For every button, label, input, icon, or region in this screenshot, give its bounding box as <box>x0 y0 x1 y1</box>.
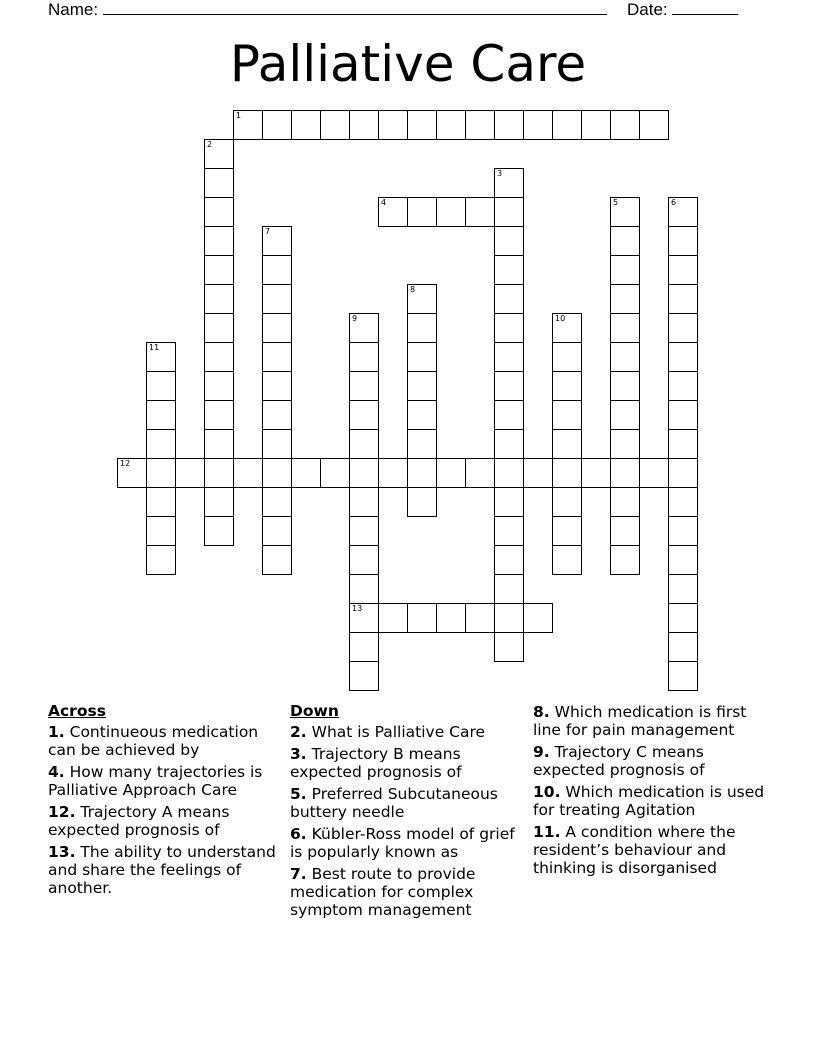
grid-cell[interactable] <box>378 110 408 140</box>
grid-cell[interactable] <box>146 458 176 488</box>
grid-cell[interactable] <box>610 255 640 285</box>
grid-cell[interactable] <box>407 342 437 372</box>
grid-cell[interactable] <box>552 342 582 372</box>
grid-cell[interactable] <box>407 400 437 430</box>
grid-cell[interactable] <box>407 313 437 343</box>
grid-cell[interactable] <box>668 226 698 256</box>
grid-cell[interactable] <box>349 603 379 633</box>
grid-cell[interactable] <box>262 400 292 430</box>
grid-cell[interactable] <box>262 458 292 488</box>
grid-cell[interactable] <box>146 516 176 546</box>
grid-cell[interactable] <box>552 516 582 546</box>
grid-cell[interactable] <box>262 371 292 401</box>
grid-cell[interactable] <box>494 371 524 401</box>
across-heading: Across <box>48 702 106 720</box>
grid-cell[interactable] <box>262 487 292 517</box>
grid-cell[interactable] <box>204 429 234 459</box>
grid-cell[interactable] <box>552 458 582 488</box>
grid-cell[interactable] <box>552 545 582 575</box>
grid-cell[interactable] <box>204 458 234 488</box>
grid-cell[interactable] <box>494 429 524 459</box>
clue-item <box>48 803 280 839</box>
grid-cell[interactable] <box>262 342 292 372</box>
grid-cell[interactable] <box>668 487 698 517</box>
cell-number: 10 <box>555 314 566 323</box>
grid-cell[interactable] <box>610 226 640 256</box>
grid-cell[interactable] <box>262 429 292 459</box>
grid-cell[interactable] <box>523 110 553 140</box>
grid-cell[interactable] <box>610 516 640 546</box>
grid-cell[interactable] <box>204 342 234 372</box>
cell-number: 2 <box>207 140 213 149</box>
cell-number: 7 <box>265 227 271 236</box>
cell-number: 8 <box>410 285 416 294</box>
down-heading: Down <box>290 702 339 720</box>
grid-cell[interactable] <box>494 197 524 227</box>
grid-cell[interactable] <box>581 458 611 488</box>
grid-cell[interactable] <box>204 516 234 546</box>
grid-cell[interactable] <box>668 400 698 430</box>
grid-cell[interactable] <box>494 226 524 256</box>
grid-cell[interactable] <box>610 487 640 517</box>
grid-cell[interactable] <box>494 110 524 140</box>
grid-cell[interactable] <box>610 545 640 575</box>
grid-cell[interactable] <box>349 574 379 604</box>
grid-cell[interactable] <box>349 661 379 691</box>
grid-cell[interactable] <box>407 603 437 633</box>
grid-cell[interactable] <box>262 516 292 546</box>
clue-text: Trajectory B means expected prognosis of <box>290 745 462 781</box>
grid-cell[interactable] <box>291 110 321 140</box>
cell-number: 6 <box>671 198 677 207</box>
clue-number: 6. <box>290 825 307 843</box>
clue-text: The ability to understand and share the feelings of another. <box>48 843 276 897</box>
date-label: Date: <box>627 0 668 19</box>
cell-number: 1 <box>236 111 242 120</box>
grid-cell[interactable] <box>436 197 466 227</box>
clue-text: Kübler-Ross model of grief is popularly known as <box>290 825 515 861</box>
grid-cell[interactable] <box>610 429 640 459</box>
grid-cell[interactable] <box>552 429 582 459</box>
clue-number: 4. <box>48 763 65 781</box>
grid-cell[interactable] <box>262 255 292 285</box>
grid-cell[interactable] <box>262 226 292 256</box>
clue-number: 13. <box>48 843 76 861</box>
grid-cell[interactable] <box>494 574 524 604</box>
grid-cell[interactable] <box>204 226 234 256</box>
grid-cell[interactable] <box>175 458 205 488</box>
clue-text: Trajectory C means expected prognosis of <box>533 743 705 779</box>
grid-cell[interactable] <box>349 400 379 430</box>
grid-cell[interactable] <box>668 603 698 633</box>
grid-cell[interactable] <box>320 458 350 488</box>
cell-number: 4 <box>381 198 387 207</box>
grid-cell[interactable] <box>146 429 176 459</box>
grid-cell[interactable] <box>146 371 176 401</box>
grid-cell[interactable] <box>262 545 292 575</box>
name-label: Name: <box>48 0 99 19</box>
clue-number: 2. <box>290 723 307 741</box>
clue-number: 9. <box>533 743 550 761</box>
grid-cell[interactable] <box>552 371 582 401</box>
grid-cell[interactable] <box>320 110 350 140</box>
grid-cell[interactable] <box>349 458 379 488</box>
grid-cell[interactable] <box>349 429 379 459</box>
grid-cell[interactable] <box>668 284 698 314</box>
clue-item <box>533 823 765 877</box>
grid-cell[interactable] <box>349 342 379 372</box>
grid-cell[interactable] <box>523 603 553 633</box>
grid-cell[interactable] <box>262 284 292 314</box>
grid-cell[interactable] <box>494 342 524 372</box>
grid-cell[interactable] <box>349 371 379 401</box>
grid-cell[interactable] <box>349 110 379 140</box>
cell-number: 9 <box>352 314 358 323</box>
grid-cell[interactable] <box>668 545 698 575</box>
grid-cell[interactable] <box>610 458 640 488</box>
page-title: Palliative Care <box>229 35 587 93</box>
cell-number: 5 <box>613 198 619 207</box>
grid-cell[interactable] <box>349 313 379 343</box>
grid-cell[interactable] <box>233 458 263 488</box>
grid-cell[interactable] <box>146 487 176 517</box>
grid-cell[interactable] <box>494 255 524 285</box>
grid-cell[interactable] <box>204 197 234 227</box>
grid-cell[interactable] <box>407 458 437 488</box>
grid-cell[interactable] <box>262 110 292 140</box>
clue-item <box>290 825 522 861</box>
grid-cell[interactable] <box>552 400 582 430</box>
clue-number: 1. <box>48 723 65 741</box>
grid-cell[interactable] <box>465 197 495 227</box>
grid-cell[interactable] <box>378 603 408 633</box>
grid-cell[interactable] <box>407 487 437 517</box>
grid-cell[interactable] <box>668 342 698 372</box>
grid-cell[interactable] <box>610 342 640 372</box>
clue-number: 8. <box>533 703 550 721</box>
grid-cell[interactable] <box>668 574 698 604</box>
clue-number: 7. <box>290 865 307 883</box>
grid-cell[interactable] <box>204 168 234 198</box>
clue-number: 3. <box>290 745 307 763</box>
clue-item <box>48 763 280 799</box>
grid-cell[interactable] <box>610 284 640 314</box>
grid-cell[interactable] <box>494 458 524 488</box>
clue-text: Preferred Subcutaneous buttery needle <box>290 785 498 821</box>
grid-cell[interactable] <box>668 429 698 459</box>
grid-cell[interactable] <box>494 284 524 314</box>
grid-cell[interactable] <box>378 197 408 227</box>
grid-cell[interactable] <box>668 371 698 401</box>
grid-cell[interactable] <box>436 603 466 633</box>
clue-text: Which medication is first line for pain management <box>533 703 747 739</box>
clue-text: Which medication is used for treating Agitation <box>533 783 765 819</box>
grid-cell[interactable] <box>407 197 437 227</box>
clue-number: 12. <box>48 803 76 821</box>
clue-item <box>48 843 280 897</box>
clue-item <box>290 723 522 741</box>
cell-number: 3 <box>497 169 503 178</box>
grid-cell[interactable] <box>436 110 466 140</box>
grid-cell[interactable] <box>233 110 263 140</box>
grid-cell[interactable] <box>407 284 437 314</box>
grid-cell[interactable] <box>552 110 582 140</box>
across-clues <box>48 702 280 901</box>
grid-cell[interactable] <box>349 516 379 546</box>
grid-cell[interactable] <box>204 313 234 343</box>
grid-cell[interactable] <box>407 429 437 459</box>
grid-cell[interactable] <box>552 487 582 517</box>
grid-cell[interactable] <box>146 545 176 575</box>
clue-number: 11. <box>533 823 561 841</box>
grid-cell[interactable] <box>204 284 234 314</box>
grid-cell[interactable] <box>407 110 437 140</box>
cell-number: 11 <box>149 343 160 352</box>
clue-text: Continueous medication can be achieved by <box>48 723 259 759</box>
grid-cell[interactable] <box>668 661 698 691</box>
grid-cell[interactable] <box>668 313 698 343</box>
grid-cell[interactable] <box>494 545 524 575</box>
clue-text: Trajectory A means expected prognosis of <box>48 803 230 839</box>
clue-number: 5. <box>290 785 307 803</box>
grid-cell[interactable] <box>668 255 698 285</box>
grid-cell[interactable] <box>465 110 495 140</box>
grid-cell[interactable] <box>523 458 553 488</box>
grid-cell[interactable] <box>494 487 524 517</box>
grid-cell[interactable] <box>581 110 611 140</box>
grid-cell[interactable] <box>668 197 698 227</box>
grid-cell[interactable] <box>494 313 524 343</box>
grid-cell[interactable] <box>610 400 640 430</box>
grid-cell[interactable] <box>668 458 698 488</box>
grid-cell[interactable] <box>668 516 698 546</box>
grid-cell[interactable] <box>494 168 524 198</box>
grid-cell[interactable] <box>146 400 176 430</box>
clue-text: Best route to provide medication for complex symptom management <box>290 865 476 919</box>
clue-item <box>533 783 765 819</box>
grid-cell[interactable] <box>639 110 669 140</box>
grid-cell[interactable] <box>494 400 524 430</box>
grid-cell[interactable] <box>291 458 321 488</box>
grid-cell[interactable] <box>204 487 234 517</box>
grid-cell[interactable] <box>204 139 234 169</box>
grid-cell[interactable] <box>494 603 524 633</box>
grid-cell[interactable] <box>494 516 524 546</box>
clue-text: How many trajectories is Palliative Approach Care <box>48 763 263 799</box>
grid-cell[interactable] <box>407 371 437 401</box>
grid-cell[interactable] <box>204 371 234 401</box>
grid-cell[interactable] <box>117 458 147 488</box>
grid-cell[interactable] <box>349 545 379 575</box>
grid-cell[interactable] <box>436 458 466 488</box>
grid-cell[interactable] <box>349 487 379 517</box>
grid-cell[interactable] <box>552 313 582 343</box>
cell-number: 13 <box>352 604 363 613</box>
grid-cell[interactable] <box>204 400 234 430</box>
clue-item <box>290 745 522 781</box>
grid-cell[interactable] <box>668 632 698 662</box>
grid-cell[interactable] <box>610 371 640 401</box>
grid-cell[interactable] <box>639 458 669 488</box>
down-clues-continued <box>533 703 765 881</box>
grid-cell[interactable] <box>465 458 495 488</box>
clue-text: A condition where the resident’s behaviour and thinking is disorganised <box>533 823 736 877</box>
grid-cell[interactable] <box>610 313 640 343</box>
clue-item <box>533 703 765 739</box>
clue-item <box>290 785 522 821</box>
grid-cell[interactable] <box>378 458 408 488</box>
clue-item <box>48 723 280 759</box>
grid-cell[interactable] <box>494 632 524 662</box>
grid-cell[interactable] <box>610 110 640 140</box>
clue-item <box>290 865 522 919</box>
cell-number: 12 <box>120 459 131 468</box>
down-clues <box>290 702 522 923</box>
grid-cell[interactable] <box>146 342 176 372</box>
grid-cell[interactable] <box>262 313 292 343</box>
grid-cell[interactable] <box>465 603 495 633</box>
clue-item <box>533 743 765 779</box>
grid-cell[interactable] <box>610 197 640 227</box>
clue-text: What is Palliative Care <box>311 723 486 741</box>
grid-cell[interactable] <box>349 632 379 662</box>
grid-cell[interactable] <box>204 255 234 285</box>
clue-number: 10. <box>533 783 561 801</box>
